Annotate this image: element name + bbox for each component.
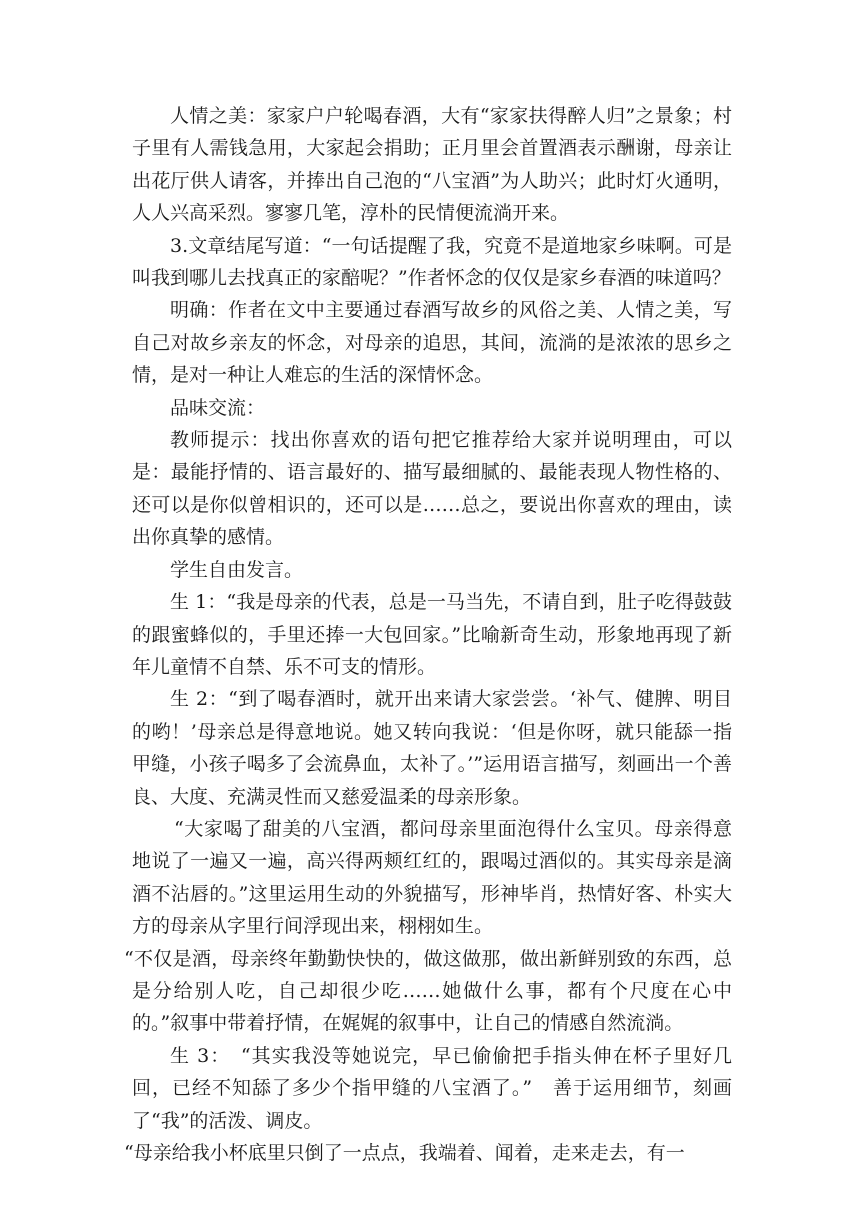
paragraph-student-1: 生 1：“我是母亲的代表，总是一马当先，不请自到，肚子吃得鼓鼓的跟蜜蜂似的，手里还捧一大包回家。”比喻新奇生动，形象地再现了新年儿童情不自禁、乐不可支的情形。 xyxy=(132,591,732,678)
paragraph-last-quote: “母亲给我小杯底里只倒了一点点，我端着、闻着，走来走去，有一 xyxy=(124,1142,685,1164)
paragraph-student-2: 生 2：“到了喝春酒时，就开出来请大家尝尝。‘补气、健脾、明目的哟！’母亲总是得意地说。她又转向我说：‘但是你呀，就只能舔一指甲缝，小孩子喝多了会流鼻血，太补了。’”运用语言描写，刻画出一个善良、大度、充满灵性而又慈爱温柔的母亲形象。 xyxy=(132,688,732,808)
paragraph-student-3: 生 3： “其实我没等她说完，早已偷偷把手指头伸在杯子里好几回，已经不知舔了多少个指甲缝的八宝酒了。” 善于运用细节，刻画了“我”的活泼、调皮。 xyxy=(132,1044,732,1132)
paragraph-babaojiu-quote: “大家喝了甜美的八宝酒，都问母亲里面泡得什么宝贝。母亲得意地说了一遍又一遍，高兴得两颊红红的，跟喝过酒似的。其实母亲是滴酒不沾唇的。”这里运用生动的外貌描写，形神毕肖，热情好客、朴实大方的母亲从字里行间浮现出来，栩栩如生。 xyxy=(132,817,732,938)
paragraph-teacher-hint: 教师提示：找出你喜欢的语句把它推荐给大家并说明理由，可以是：最能抒情的、语言最好的、描写最细腻的、最能表现人物性格的、还可以是你似曾相识的，还可以是……总之，要说出你喜欢的理由，读出你真挚的感情。 xyxy=(132,429,732,549)
paragraph-student-speech: 学生自由发言。 xyxy=(170,558,304,581)
paragraph-renqing: 人情之美：家家户户轮喝春酒，大有“家家扶得醉人归”之景象；村子里有人需钱急用，大家起会捐助；正月里会首置酒表示酬谢，母亲让出花厅供人请客，并捧出自己泡的“八宝酒”为人助兴；此时灯火通明，人人兴高采烈。寥寥几笔，淳朴的民情便流淌开来。 xyxy=(132,105,732,225)
document-body xyxy=(124,100,732,1169)
paragraph-question-3: 3.文章结尾写道：“一句话提醒了我，究竟不是道地家乡味啊。可是叫我到哪儿去找真正的家醅呢？”作者怀念的仅仅是家乡春酒的味道吗？ xyxy=(132,234,732,290)
paragraph-pinwei-heading: 品味交流： xyxy=(170,396,266,419)
paragraph-mother-quote: “不仅是酒，母亲终年勤勤快快的，做这做那，做出新鲜别致的东西，总是分给别人吃，自己却很少吃……她做什么事，都有个尺度在心中的。”叙事中带着抒情，在娓娓的叙事中，让自己的情感自然流淌。 xyxy=(124,947,732,1035)
paragraph-mingque: 明确：作者在文中主要通过春酒写故乡的风俗之美、人情之美，写自己对故乡亲友的怀念，对母亲的追思，其间，流淌的是浓浓的思乡之情，是对一种让人难忘的生活的深情怀念。 xyxy=(132,299,732,387)
